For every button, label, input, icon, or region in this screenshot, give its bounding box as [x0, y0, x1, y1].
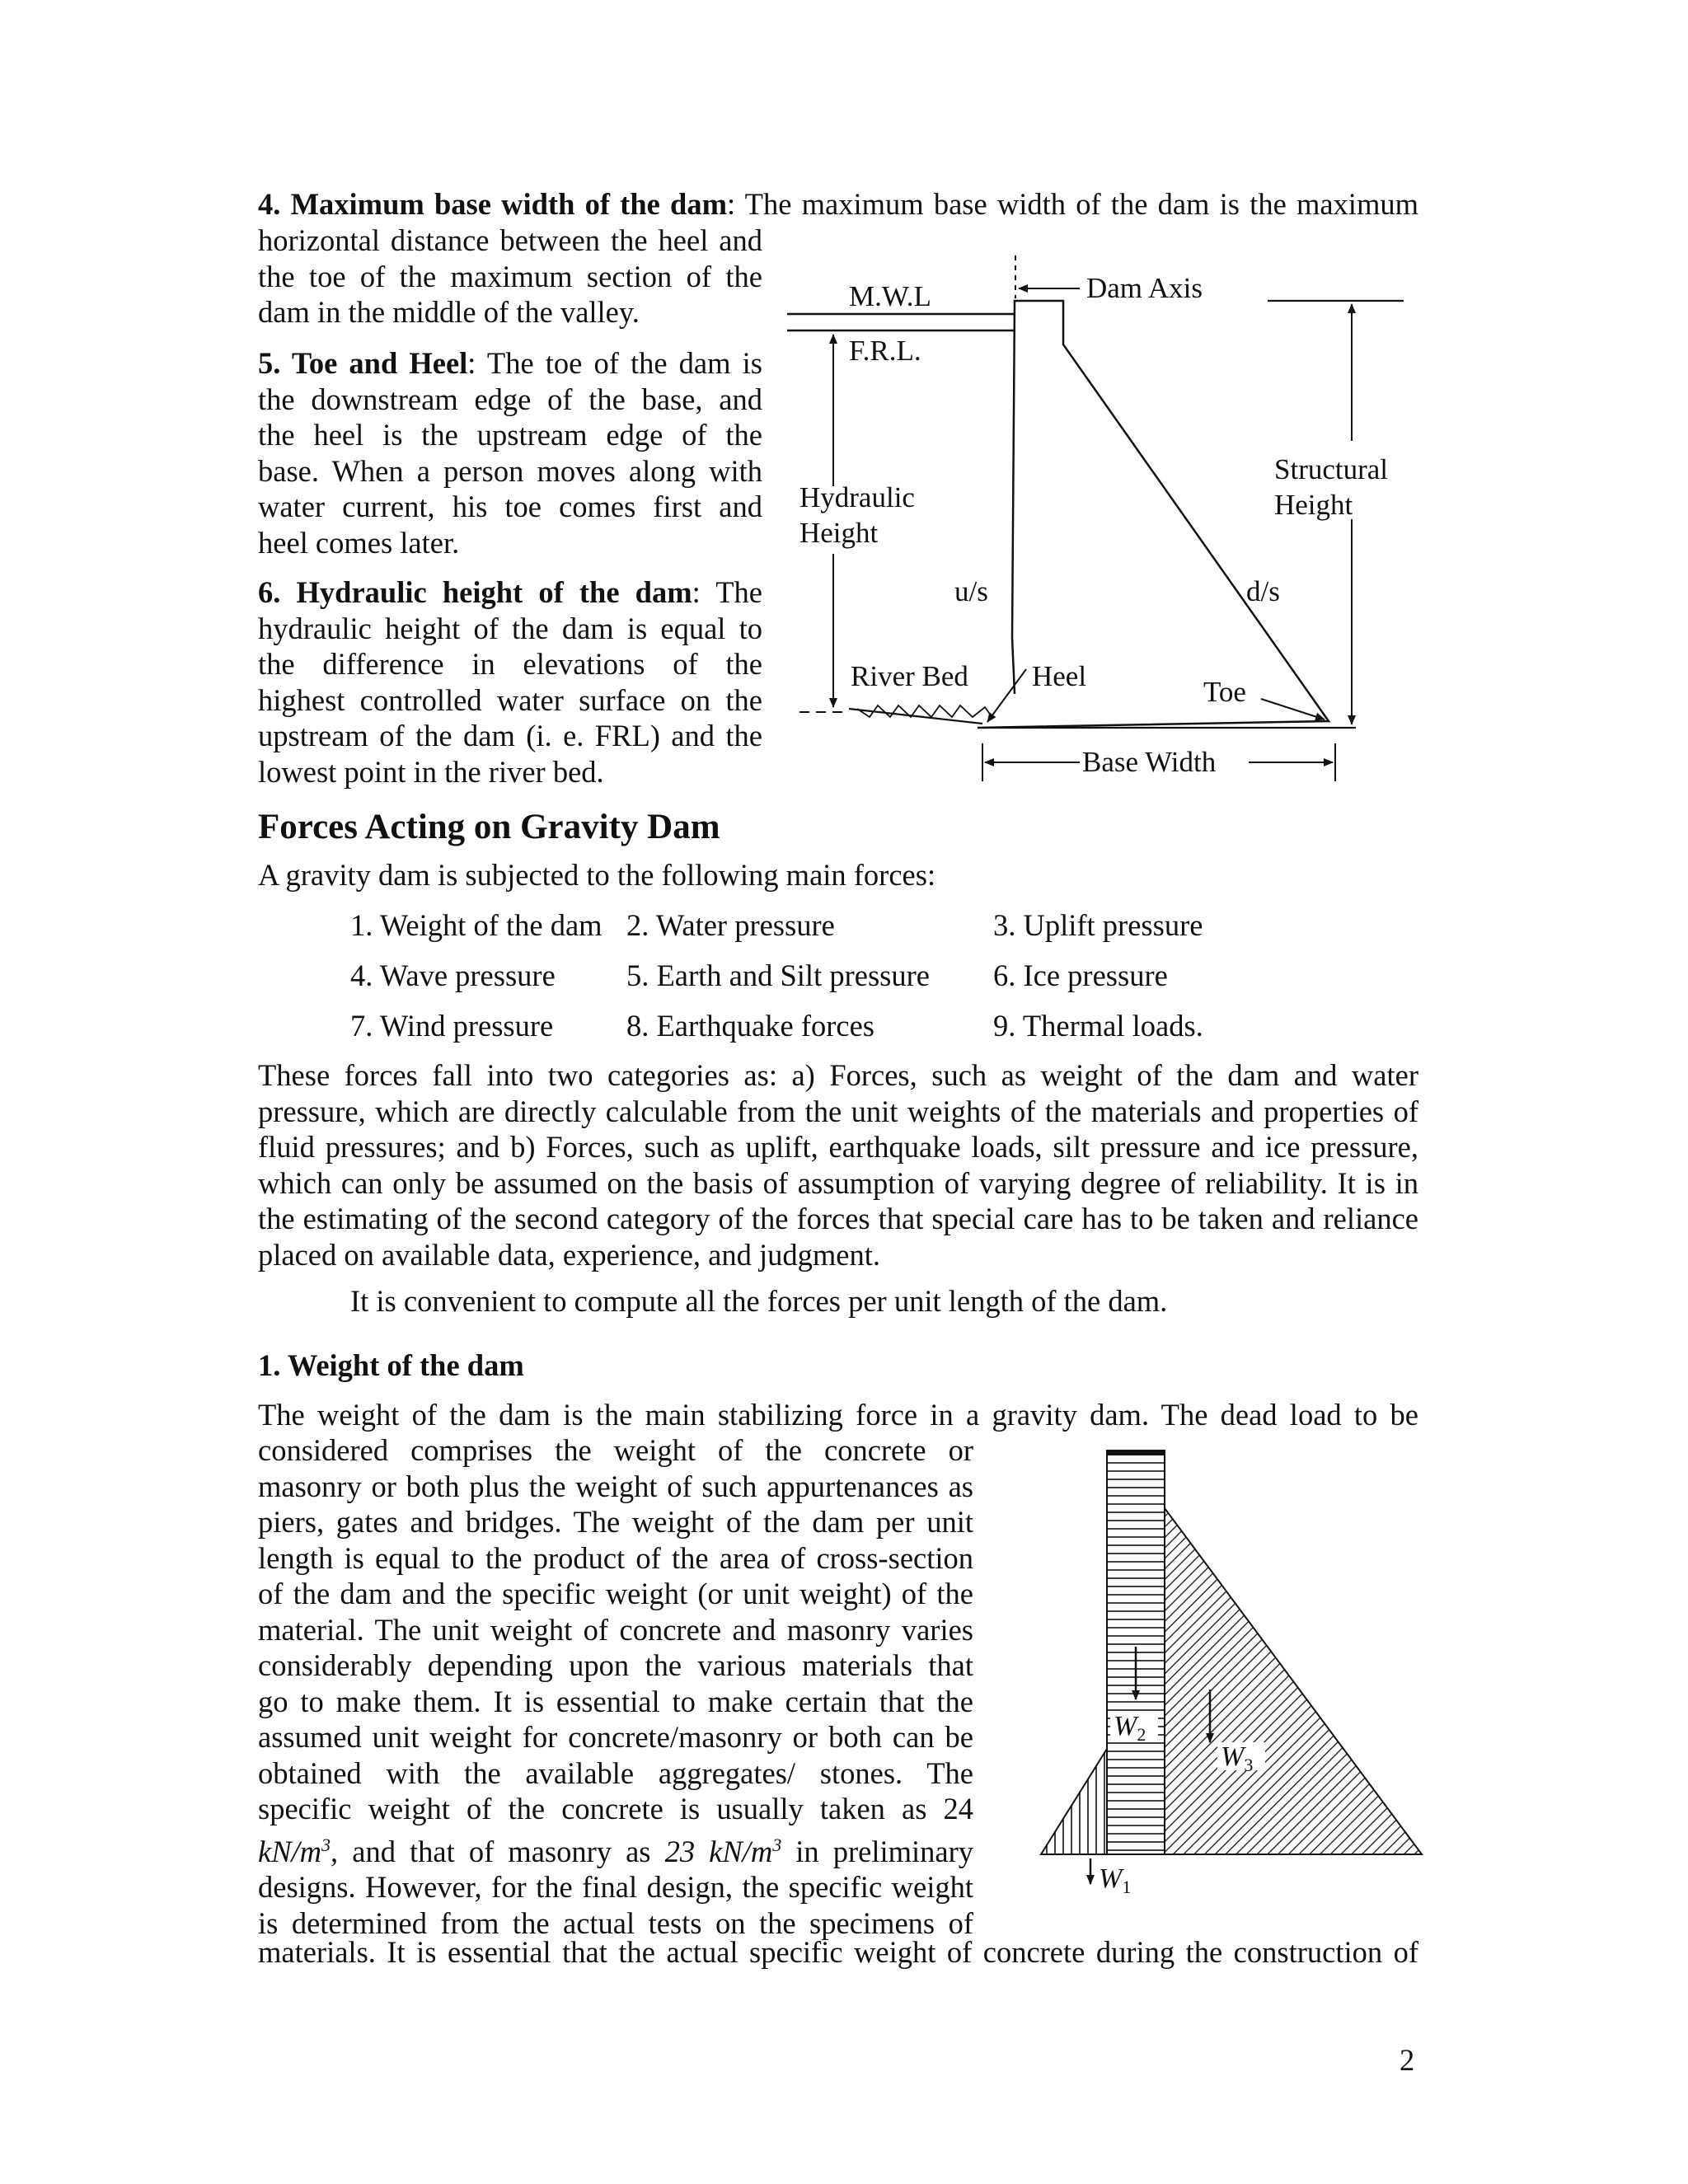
weight-heading: 1. Weight of the dam [258, 1348, 524, 1382]
weight-first-line: The weight of the dam is the main stabilizing force in a gravity dam. The dead load to be [258, 1398, 1418, 1432]
heel-pointer [987, 669, 1026, 722]
max-base-width-first-line: 4. Maximum base width of the dam: The maximum base width of the dam is the maximum [258, 187, 1418, 221]
structural-height-label-2: Height [1274, 489, 1353, 521]
force-item: 1. Weight of the dam [350, 908, 603, 942]
force-item: 5. Earth and Silt pressure [626, 958, 930, 992]
river-bed-label: River Bed [851, 660, 968, 692]
force-item: 4. Wave pressure [350, 958, 556, 992]
force-item: 9. Thermal loads. [993, 1009, 1203, 1043]
dam-weight-diagram [1034, 1442, 1430, 1904]
unit-length-note: It is convenient to compute all the forces per unit length of the dam. [350, 1284, 1168, 1318]
weight-paragraph: considered comprises the weight of the concrete or masonry or both plus the weight of such appurtenances as piers, gates and bridges. The weight of the dam per unit length is equal to the product of the area of cross-section of the dam and the specific weight (or unit weight) of the material. The unit weight of concrete and masonry varies considerably depending upon the various materials that go to make them. It is essential to make certain that the assumed unit weight for concrete/masonry or both can be obtained with the available aggregates/ stones. The specific weight of the concrete is usually taken as 24 $kN/m^3$, and that of masonry as 23 $kN/m^3$ in preliminary designs. However, for the final design, the specific weight is determined from the actual tests on the specimens of [258, 1433, 973, 1940]
force-item: 7. Wind pressure [350, 1009, 554, 1043]
w3-region [1165, 1508, 1422, 1854]
upstream-label: u/s [954, 575, 988, 607]
force-item: 3. Uplift pressure [993, 908, 1203, 942]
hydraulic-height-label-1: Hydraulic [799, 481, 915, 513]
hydraulic-height-title: 6. Hydraulic height of the dam [258, 575, 692, 609]
forces-intro: A gravity dam is subjected to the following main forces: [258, 858, 936, 892]
dam-axis-label: Dam Axis [1086, 272, 1203, 304]
max-base-width-title: 4. Maximum base width of the dam [258, 187, 727, 221]
max-base-width-paragraph: horizontal distance between the heel and the toe of the maximum section of the dam in the middle of the valley. [258, 223, 762, 329]
page-number: 2 [1400, 2043, 1415, 2077]
frl-label: F.R.L. [849, 335, 921, 367]
mwl-label: M.W.L [849, 280, 931, 312]
forces-heading: Forces Acting on Gravity Dam [258, 808, 720, 846]
dam-section-diagram [775, 247, 1418, 808]
w2-label: $W_2$ [1114, 1711, 1146, 1745]
downstream-label: d/s [1246, 575, 1280, 607]
heel-label: Heel [1032, 660, 1087, 692]
force-item: 8. Earthquake forces [626, 1009, 874, 1043]
w1-label: $W_1$ [1099, 1863, 1132, 1897]
toe-heel-paragraph: 5. Toe and Heel: The toe of the dam is the downstream edge of the base, and the heel is the upstream edge of the base. When a person moves along with water current, his toe comes first and heel comes later. [258, 346, 762, 560]
hydraulic-height-label-2: Height [799, 517, 879, 549]
forces-categories-paragraph: These forces fall into two categories as: a) Forces, such as weight of the dam and water pressure, which are directly calculable from the unit weights of the materials and properties of fluid pressures; and b) Forces, such as uplift, earthquake loads, silt pressure and ice pressure, which can only be assumed on the basis of assumption of varying degree of reliability. It is in the estimating of the second category of the forces that special care has to be taken and reliance placed on available data, experience, and judgment. [258, 1058, 1418, 1272]
toe-heel-title: 5. Toe and Heel [258, 346, 468, 380]
base-width-label: Base Width [1082, 746, 1217, 778]
w3-label: $W_3$ [1221, 1741, 1254, 1775]
hydraulic-height-paragraph: 6. Hydraulic height of the dam: The hydraulic height of the dam is equal to the difference in elevations of the highest controlled water surface on the upstream of the dam (i. e. FRL) and the lowest point in the river bed. [258, 575, 762, 789]
w1-region [1041, 1749, 1107, 1854]
force-item: 2. Water pressure [626, 908, 835, 942]
dam-top-cap [1107, 1451, 1165, 1455]
weight-last-line: materials. It is essential that the actual specific weight of concrete during the construction of [258, 1935, 1418, 1969]
structural-height-label-1: Structural [1274, 453, 1389, 485]
toe-label: Toe [1203, 676, 1246, 708]
force-item: 6. Ice pressure [993, 958, 1168, 992]
